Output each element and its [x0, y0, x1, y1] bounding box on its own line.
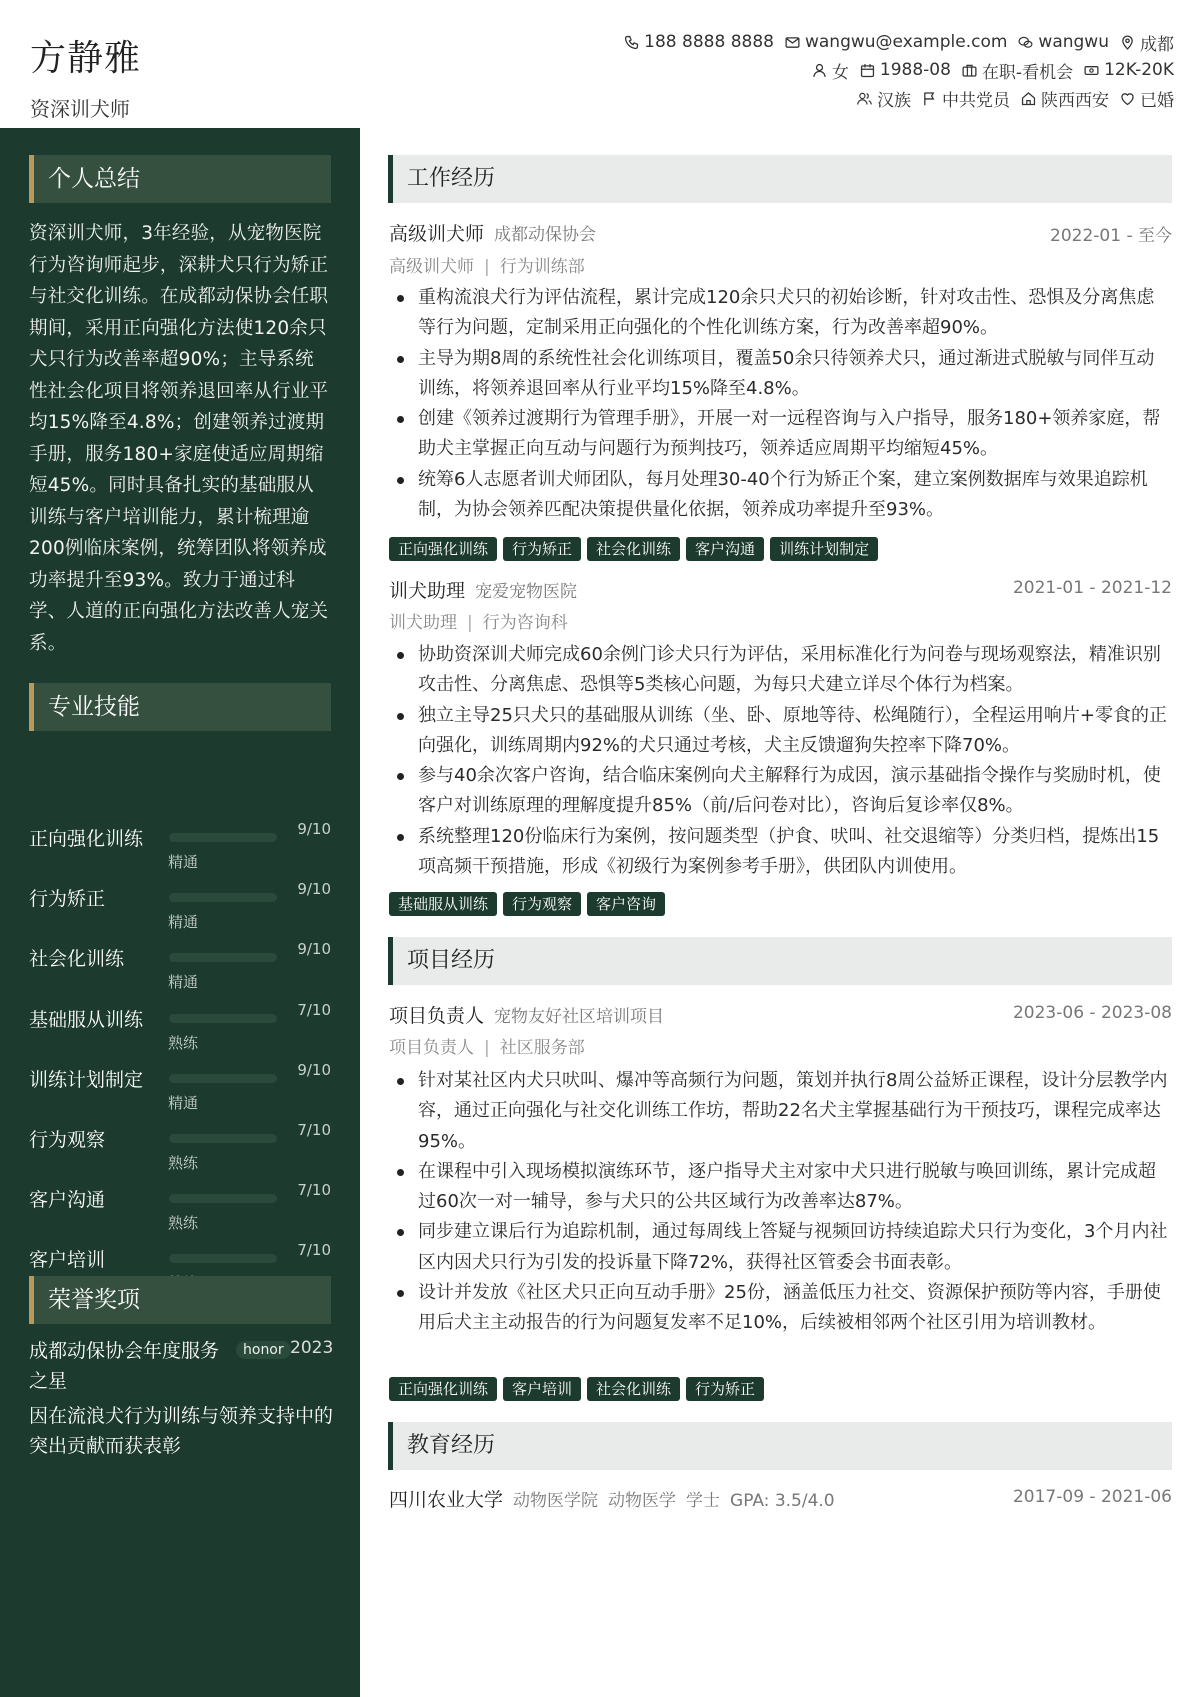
skill-level: 精通	[168, 973, 199, 992]
project-tags	[389, 1377, 764, 1401]
college-name: 动物医学院	[513, 1491, 599, 1511]
contact-info	[554, 28, 1174, 112]
job-org: 成都动保协会	[494, 225, 597, 245]
job-1-date: 2022-01 - 至今	[1050, 226, 1172, 246]
contact-row-2	[554, 56, 1174, 84]
bullet-item: 独立主导25只犬只的基础服从训练（坐、卧、原地等待、松绳随行），全程运用响片+零食的正向强化，训练周期内92%的犬只通过考核，犬主反馈遛狗失控率下降70%。	[389, 701, 1172, 762]
contact-text: 在职-看机会	[981, 62, 1074, 83]
resume-header	[0, 0, 1200, 128]
major-name: 动物医学	[608, 1491, 677, 1511]
skill-score: 9/10	[297, 880, 331, 899]
work-section-title: 工作经历	[388, 155, 1172, 203]
honor-tag: honor	[236, 1341, 291, 1359]
bullet-item: 统筹6人志愿者训犬师团队，每月处理30-40个行为矫正个案，建立案例数据库与效果追踪机制，为协会领养匹配决策提供量化依据，领养成功率提升至93%。	[389, 465, 1172, 526]
summary-text: 资深训犬师，3年经验，从宠物医院行为咨询师起步，深耕犬只行为矫正与社交化训练。在成都动保协会任职期间，采用正向强化方法使120余只犬只行为改善率超90%；主导系统性社会化项目将领养退回率从行业平均15%降至4.8%；创建领养过渡期手册，服务180+家庭使适应周期缩短45%。同时具备扎实的基础服从训练与客户培训能力，累计梳理逾200例临床案例，统筹团队将领养成功率提升至93%。致力于通过科学、人道的正向强化方法改善人宠关系。	[29, 223, 329, 654]
contact-text: 女	[831, 62, 849, 83]
job-2-subtitle: 训犬助理 | 行为咨询科	[389, 613, 568, 633]
summary-title: 个人总结	[29, 155, 331, 203]
contact-text: 12K-20K	[1104, 60, 1174, 80]
education-entry	[389, 1485, 835, 1512]
project-org: 宠物友好社区培训项目	[494, 1007, 665, 1027]
job-sub-dept: 行为训练部	[499, 257, 585, 277]
skill-score: 9/10	[297, 1060, 331, 1079]
skill-score: 7/10	[297, 1121, 331, 1139]
candidate-role: 资深训犬师	[30, 97, 130, 121]
heart-icon	[1119, 90, 1136, 107]
contact-item	[1083, 60, 1174, 80]
skill-name: 客户沟通	[29, 1189, 106, 1212]
bullet-item: 在课程中引入现场模拟演练环节，逐户指导犬主对家中犬只进行脱敏与唤回训练，累计完成超过60次一对一辅导，参与犬只的公共区域行为改善率达87%。	[389, 1157, 1172, 1218]
job-sub-role: 高级训犬师	[389, 257, 474, 277]
sidebar	[0, 128, 360, 1697]
flag-icon	[921, 90, 938, 107]
candidate-name: 方静雅	[30, 38, 142, 79]
bullet-item: 创建《领养过渡期行为管理手册》，开展一对一远程咨询与入户指导，服务180+领养家庭，帮助犬主掌握正向互动与问题行为预判技巧，领养适应周期平均缩短45%。	[389, 404, 1172, 465]
email-icon	[784, 34, 801, 51]
job-2-bullets	[389, 640, 1172, 882]
contact-text: 成都	[1140, 34, 1174, 55]
job-title-text: 训犬助理	[389, 580, 466, 602]
skill-item	[29, 1054, 331, 1114]
education-date: 2017-09 - 2021-06	[1012, 1487, 1172, 1507]
project-bullets	[389, 1066, 1172, 1339]
contact-item	[1119, 30, 1174, 55]
contact-item	[961, 58, 1073, 83]
people-icon	[856, 90, 873, 107]
contact-text: 188 8888 8888	[644, 32, 774, 52]
job-1-subtitle: 高级训犬师 | 行为训练部	[389, 257, 585, 277]
contact-item	[859, 60, 951, 80]
contact-item	[856, 86, 911, 111]
contact-text: 1988-08	[879, 60, 951, 80]
contact-text: 汉族	[877, 90, 911, 111]
briefcase-icon	[961, 62, 978, 79]
project-subtitle: 项目负责人 | 社区服务部	[389, 1038, 585, 1058]
skill-level: 熟练	[168, 1214, 199, 1233]
skill-item	[29, 873, 331, 933]
skill-bar	[169, 953, 277, 962]
skill-score: 7/10	[297, 1000, 331, 1019]
skill-name: 正向强化训练	[29, 828, 144, 850]
bullet-item: 针对某社区内犬只吠叫、爆冲等高频行为问题，策划并执行8周公益矫正课程，设计分层教学内容，通过正向强化与社交化训练工作坊，帮助22名犬主掌握基础行为干预技巧，课程完成率达95%。	[389, 1066, 1172, 1157]
skill-level: 熟练	[168, 1154, 199, 1172]
contact-item	[921, 86, 1010, 111]
skill-name: 训练计划制定	[29, 1068, 144, 1091]
honor-description: 因在流浪犬行为训练与领养支持中的突出贡献而获表彰	[29, 1405, 334, 1457]
skill-tag: 基础服从训练	[389, 892, 497, 916]
skill-level: 精通	[168, 1093, 199, 1112]
project-title	[389, 1001, 664, 1028]
job-2-title	[389, 576, 577, 603]
skill-score: 7/10	[297, 1181, 331, 1200]
skill-bar	[169, 893, 277, 902]
project-section-title: 项目经历	[388, 937, 1172, 985]
calendar-icon	[859, 62, 876, 79]
skill-tag: 行为观察	[503, 892, 581, 916]
project-sub-role: 项目负责人	[389, 1038, 474, 1058]
skill-tag: 社会化训练	[587, 1377, 680, 1401]
skill-item	[29, 933, 331, 993]
skill-tag: 正向强化训练	[389, 537, 497, 561]
bullet-item: 主导为期8周的系统性社会化训练项目，覆盖50余只待领养犬只，通过渐进式脱敏与同伴互动训练，将领养退回率从行业平均15%降至4.8%。	[389, 344, 1172, 405]
location-icon	[1119, 34, 1136, 51]
skill-bar	[169, 1014, 277, 1023]
bullet-item: 重构流浪犬行为评估流程，累计完成120余只犬只的初始诊断，针对攻击性、恐惧及分离焦虑等行为问题，定制采用正向强化的个性化训练方案，行为改善率超90%。	[389, 283, 1172, 344]
job-1-tags	[389, 537, 878, 561]
project-role-text: 项目负责人	[389, 1005, 485, 1027]
skills-title: 专业技能	[29, 683, 331, 731]
bullet-item: 参与40余次客户咨询，结合临床案例向犬主解释行为成因，演示基础指令操作与奖励时机，使客户对训练原理的理解度提升85%（前/后问卷对比），咨询后复诊率仅8%。	[389, 761, 1172, 822]
bullet-item: 设计并发放《社区犬只正向互动手册》25份，涵盖低压力社交、资源保护预防等内容，手册使用后犬主主动报告的行为问题复发率不足10%，后续被相邻两个社区引用为培训教材。	[389, 1278, 1172, 1339]
bullet-item: 同步建立课后行为追踪机制，通过每周线上答疑与视频回访持续追踪犬只行为变化，3个月内社区内因犬只行为引发的投诉量下降72%，获得社区管委会书面表彰。	[389, 1217, 1172, 1278]
honor-year: 2023	[290, 1338, 334, 1358]
contact-item	[1020, 86, 1109, 111]
degree: 学士	[686, 1491, 721, 1511]
user-icon	[811, 62, 828, 79]
skill-name: 行为矫正	[29, 888, 106, 911]
phone-icon	[623, 34, 640, 51]
skill-item	[29, 994, 331, 1054]
skill-item	[29, 1114, 331, 1174]
skill-tag: 训练计划制定	[770, 537, 878, 561]
skill-name: 行为观察	[29, 1129, 106, 1151]
job-sub-role: 训犬助理	[389, 613, 457, 633]
skill-bar	[169, 1134, 277, 1143]
job-2-date: 2021-01 - 2021-12	[1012, 578, 1172, 598]
bullet-item: 系统整理120份临床行为案例，按问题类型（护食、吠叫、社交退缩等）分类归档，提炼出15项高频干预措施，形成《初级行为案例参考手册》，供团队内训使用。	[389, 822, 1172, 883]
school-name: 四川农业大学	[389, 1489, 504, 1511]
contact-row-3	[554, 84, 1174, 112]
skill-score: 9/10	[297, 820, 331, 838]
skill-bar	[169, 1194, 277, 1203]
bullet-item: 协助资深训犬师完成60余例门诊犬只行为评估，采用标准化行为问卷与现场观察法，精准识别攻击性、分离焦虑、恐惧等5类核心问题，为每只犬建立详尽个体行为档案。	[389, 640, 1172, 701]
skill-tag: 客户培训	[503, 1377, 581, 1401]
job-2-tags	[389, 892, 665, 916]
job-org: 宠爱宠物医院	[475, 582, 578, 602]
skill-name: 社会化训练	[29, 948, 125, 971]
honor-name: 成都动保协会年度服务之星	[29, 1340, 220, 1392]
skill-tag: 正向强化训练	[389, 1377, 497, 1401]
skill-level: 熟练	[168, 1033, 199, 1052]
education-section-title: 教育经历	[388, 1422, 1172, 1470]
contact-row-1	[554, 28, 1174, 56]
contact-text: 陕西西安	[1041, 90, 1109, 111]
skill-item	[29, 1174, 331, 1234]
home-icon	[1020, 90, 1037, 107]
contact-item	[811, 58, 849, 83]
skill-tag: 行为矫正	[503, 537, 581, 561]
contact-item	[784, 32, 1007, 52]
contact-text: wangwu	[1038, 32, 1109, 52]
skill-score: 7/10	[297, 1241, 331, 1260]
project-date: 2023-06 - 2023-08	[1012, 1003, 1172, 1023]
skill-bar	[169, 1254, 277, 1263]
skill-tag: 社会化训练	[587, 537, 680, 561]
skill-score: 9/10	[297, 940, 331, 959]
skill-name: 基础服从训练	[29, 1008, 144, 1031]
skill-item	[29, 813, 331, 873]
job-1-bullets	[389, 283, 1172, 525]
skill-tag: 客户咨询	[587, 892, 665, 916]
job-1-title	[389, 219, 596, 246]
project-sub-dept: 社区服务部	[499, 1038, 585, 1058]
skill-bar	[169, 833, 277, 842]
contact-item	[623, 32, 774, 52]
skill-tag: 行为矫正	[686, 1377, 764, 1401]
skill-level: 精通	[168, 913, 199, 932]
contact-item	[1017, 32, 1109, 52]
skill-name: 客户培训	[29, 1249, 106, 1272]
contact-text: wangwu@example.com	[804, 32, 1008, 52]
honors-title: 荣誉奖项	[29, 1276, 331, 1324]
contact-item	[1119, 86, 1174, 111]
contact-text: 已婚	[1140, 90, 1174, 111]
skill-level: 精通	[168, 853, 199, 871]
contact-text: 中共党员	[942, 90, 1010, 111]
money-icon	[1083, 62, 1100, 79]
wechat-icon	[1017, 34, 1034, 51]
job-title-text: 高级训犬师	[389, 223, 485, 245]
skill-tag: 客户沟通	[686, 537, 764, 561]
skill-bar	[169, 1074, 277, 1083]
gpa: GPA: 3.5/4.0	[730, 1491, 835, 1511]
job-sub-dept: 行为咨询科	[482, 613, 568, 633]
